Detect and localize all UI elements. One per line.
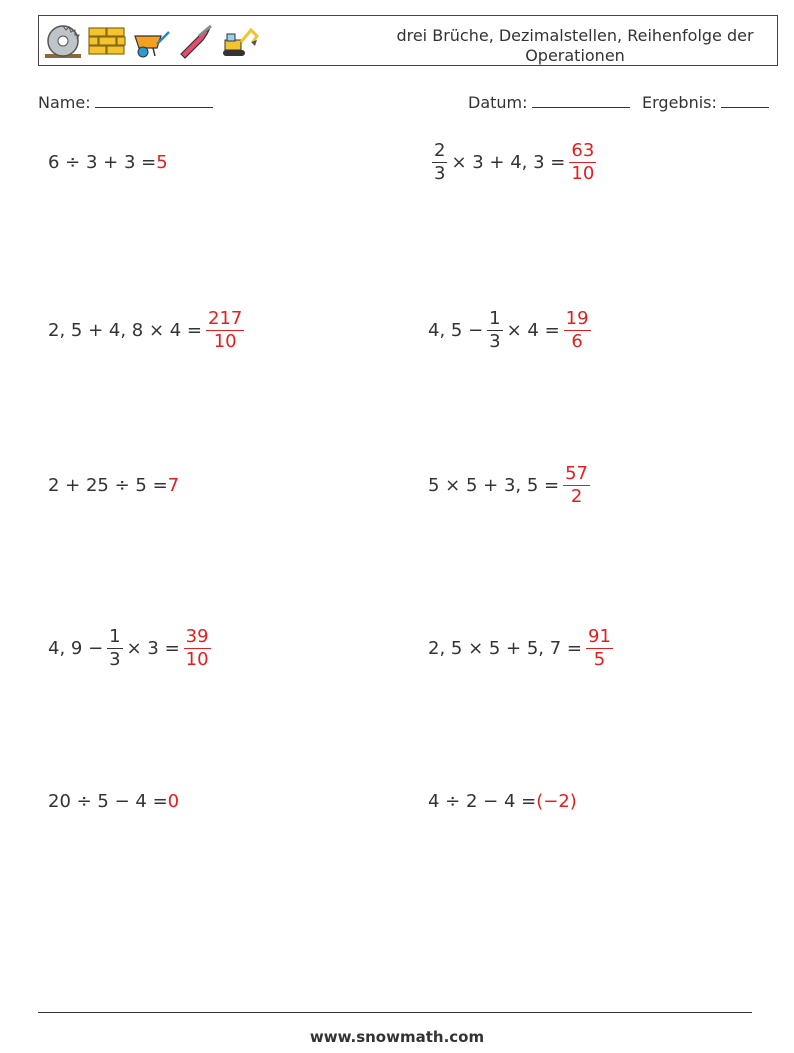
wheelbarrow-icon bbox=[131, 24, 171, 60]
name-line bbox=[95, 93, 213, 108]
fraction bbox=[107, 626, 122, 671]
answer-value: (−2) bbox=[536, 790, 577, 812]
expression-text: × 4 = bbox=[506, 319, 560, 341]
worksheet-title: drei Brüche, Dezimalstellen, Reihenfolge der Operationen bbox=[396, 26, 754, 65]
denominator: 3 bbox=[489, 330, 501, 352]
numerator: 19 bbox=[565, 307, 589, 329]
problem-10 bbox=[428, 775, 577, 827]
problem-2 bbox=[428, 136, 600, 188]
saw-blade-icon bbox=[43, 24, 83, 60]
answer-value: 0 bbox=[167, 790, 180, 812]
answer-fraction bbox=[586, 626, 613, 671]
numerator: 1 bbox=[109, 625, 121, 647]
worksheet-header bbox=[38, 15, 778, 66]
expression-text: 4, 5 − bbox=[428, 319, 484, 341]
problem-6 bbox=[428, 459, 594, 511]
problem-8 bbox=[428, 622, 617, 674]
denominator: 3 bbox=[109, 648, 121, 670]
answer-fraction bbox=[569, 140, 596, 185]
fraction bbox=[487, 308, 502, 353]
expression-text: 20 ÷ 5 − 4 = bbox=[48, 790, 168, 812]
numerator: 217 bbox=[208, 307, 243, 329]
expression-text: 2, 5 + 4, 8 × 4 = bbox=[48, 319, 203, 341]
denominator: 10 bbox=[571, 162, 595, 184]
header-icons bbox=[43, 24, 259, 60]
answer-fraction bbox=[563, 463, 590, 508]
expression-text: 2, 5 × 5 + 5, 7 = bbox=[428, 637, 583, 659]
problem-7 bbox=[48, 622, 215, 674]
expression-text: 2 + 25 ÷ 5 = bbox=[48, 474, 168, 496]
denominator: 10 bbox=[213, 330, 237, 352]
answer-value: 5 bbox=[156, 151, 168, 173]
expression-text: × 3 = bbox=[126, 637, 180, 659]
answer-value: 7 bbox=[167, 474, 180, 496]
problem-9 bbox=[48, 775, 179, 827]
result-field bbox=[642, 93, 769, 112]
fraction bbox=[432, 140, 447, 185]
footer-url: www.snowmath.com bbox=[309, 1028, 485, 1046]
result-label: Ergebnis: bbox=[642, 93, 717, 112]
denominator: 5 bbox=[593, 648, 606, 670]
date-field bbox=[468, 93, 630, 112]
numerator: 63 bbox=[571, 139, 595, 161]
problem-3 bbox=[48, 304, 248, 356]
numerator: 57 bbox=[565, 462, 589, 484]
expression-text: 4, 9 − bbox=[48, 637, 104, 659]
problem-5 bbox=[48, 459, 179, 511]
denominator: 10 bbox=[185, 648, 209, 670]
problem-1 bbox=[48, 136, 168, 188]
name-field bbox=[38, 93, 213, 112]
answer-fraction bbox=[564, 308, 591, 353]
excavator-icon bbox=[219, 24, 259, 60]
expression-text: 5 × 5 + 3, 5 = bbox=[428, 474, 560, 496]
expression-text: 4 ÷ 2 − 4 = bbox=[428, 790, 537, 812]
date-label: Datum: bbox=[468, 93, 528, 112]
date-line bbox=[532, 93, 630, 108]
brick-wall-icon bbox=[87, 24, 127, 60]
denominator: 6 bbox=[571, 330, 583, 352]
expression-text: 6 ÷ 3 + 3 = bbox=[48, 151, 157, 173]
numerator: 1 bbox=[489, 307, 501, 329]
expression-text: × 3 + 4, 3 = bbox=[451, 151, 566, 173]
name-label: Name: bbox=[38, 93, 91, 112]
denominator: 3 bbox=[434, 162, 446, 184]
numerator: 39 bbox=[185, 625, 209, 647]
denominator: 2 bbox=[570, 485, 583, 507]
chainsaw-icon bbox=[175, 24, 215, 60]
footer-divider bbox=[38, 1012, 752, 1013]
answer-fraction bbox=[206, 308, 244, 353]
problem-4 bbox=[428, 304, 595, 356]
result-line bbox=[721, 93, 769, 108]
answer-fraction bbox=[184, 626, 211, 671]
numerator: 91 bbox=[588, 625, 611, 647]
numerator: 2 bbox=[434, 139, 446, 161]
